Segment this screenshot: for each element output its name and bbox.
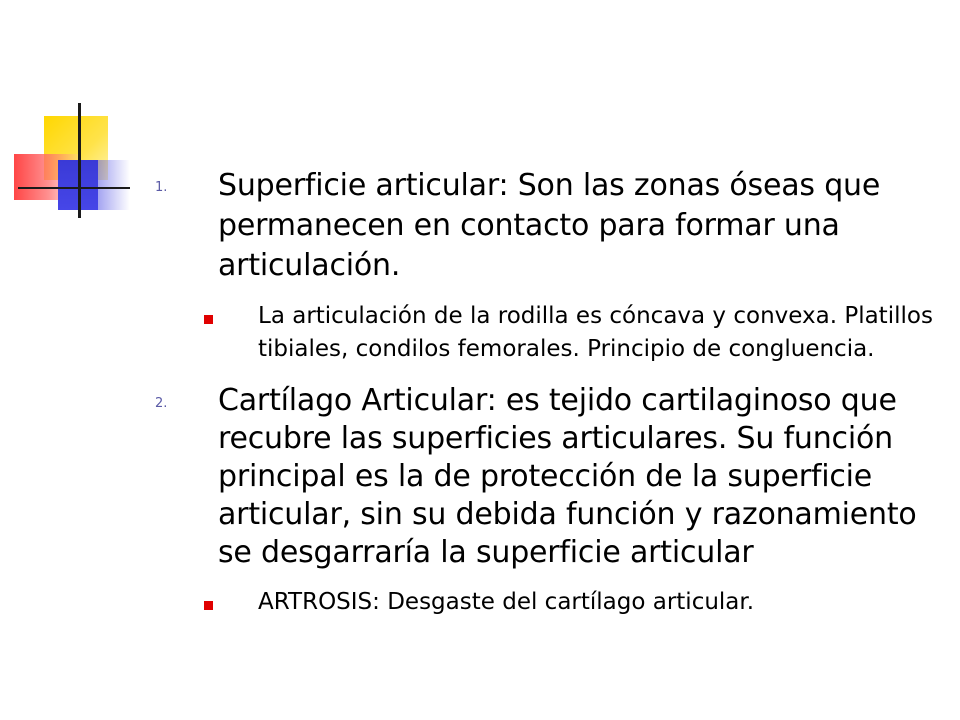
blue-fade-decor <box>98 160 130 210</box>
list-number: 1. <box>155 180 168 195</box>
list-item-text: Cartílago Articular: es tejido cartilaginoso que recubre las superficies articulares. Su función principal es la de protección de la superficie articular, sin su debida función y razonamiento se desgarraría la superficie articular <box>218 383 917 570</box>
horizontal-line-decor <box>18 187 130 189</box>
vertical-line-decor <box>78 103 81 218</box>
sub-bullet-text: La articulación de la rodilla es cóncava y convexa. Platillos tibiales, condilos femorales. Principio de congluencia. <box>258 303 933 362</box>
list-item-1 <box>150 166 940 286</box>
slide-content <box>150 166 940 619</box>
square-bullet-icon <box>204 601 213 610</box>
sub-bullet-1 <box>150 300 940 366</box>
sub-bullet-2 <box>150 586 940 619</box>
list-item-text: Superficie articular: Son las zonas óseas que permanecen en contacto para formar una articulación. <box>218 168 881 283</box>
list-number: 2. <box>155 396 168 411</box>
square-bullet-icon <box>204 315 213 324</box>
decorative-squares-graphic <box>0 0 140 220</box>
list-item-2 <box>150 382 940 572</box>
sub-bullet-text: ARTROSIS: Desgaste del cartílago articular. <box>258 589 755 615</box>
